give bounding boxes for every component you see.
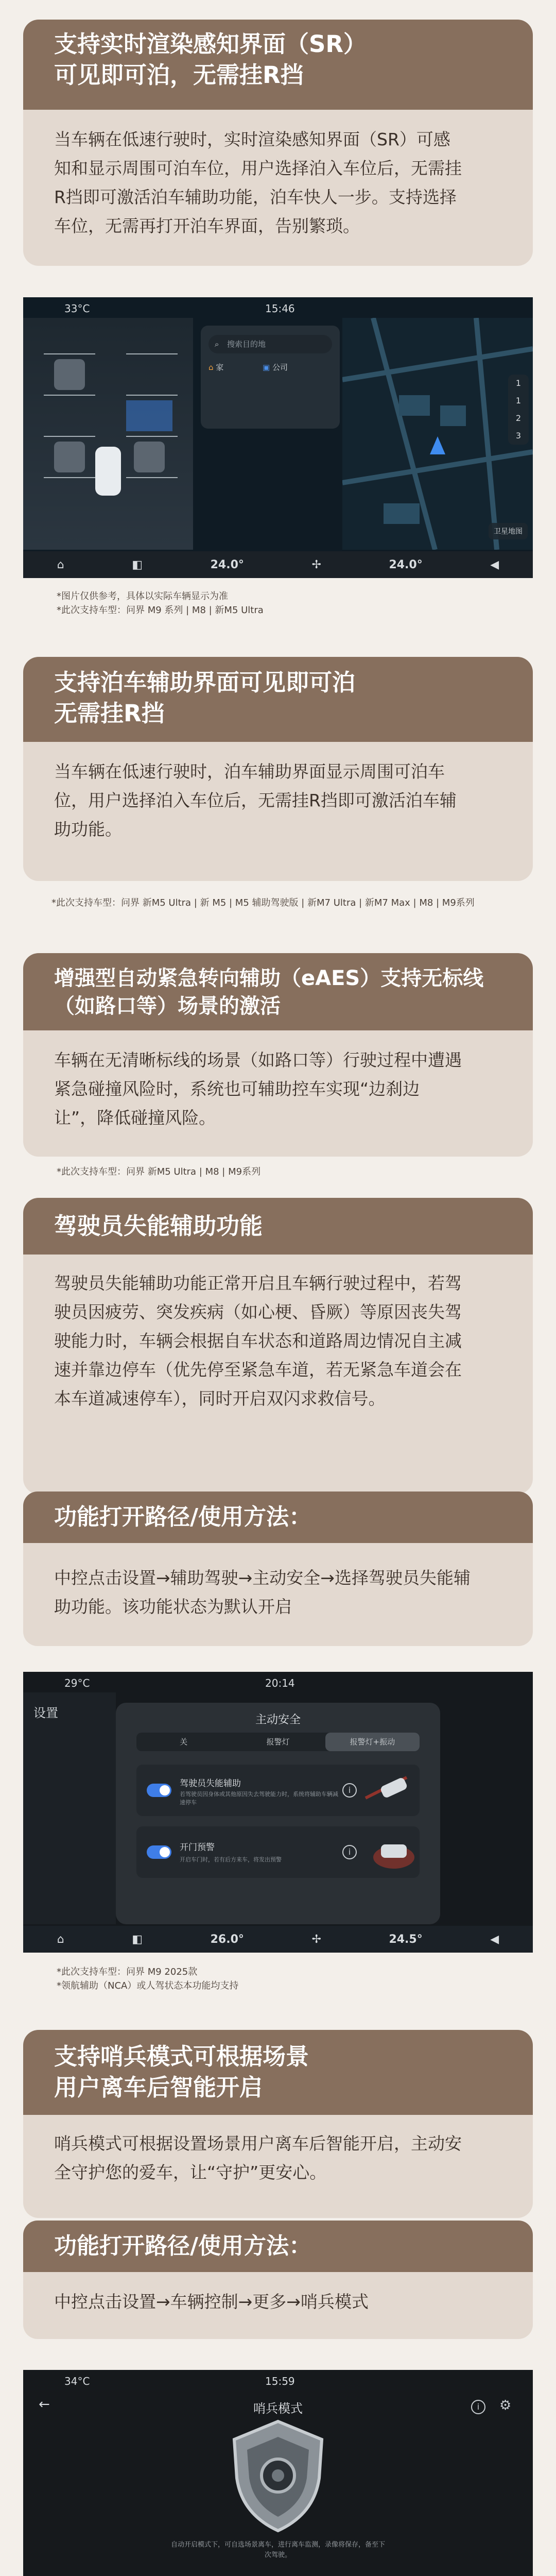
zoom-level[interactable]: 2 xyxy=(515,413,522,423)
parking-scene xyxy=(23,318,193,550)
section4-body-line: 本车道减速停车），同时开启双闪求救信号。 xyxy=(54,1388,386,1409)
section3-header xyxy=(23,953,533,1030)
page-title: 哨兵模式 xyxy=(253,2401,303,2416)
volume-icon[interactable]: ◀ xyxy=(490,1933,499,1946)
section2-header xyxy=(23,657,533,742)
section1-title-line1: 支持实时渲染感知界面（SR） xyxy=(54,30,367,58)
tab-warning-light[interactable]: 报警灯 xyxy=(266,1737,290,1747)
section1-body xyxy=(23,110,533,266)
section4-body-line: 驾驶员失能辅助功能正常开启且车辆行驶过程中，若驾 xyxy=(54,1273,462,1293)
settings-title: 设置 xyxy=(33,1706,58,1720)
section3-body-line: 车辆在无清晰标线的场景（如路口等）行驶过程中遭遇 xyxy=(54,1050,462,1070)
temperature-readout: 29°C xyxy=(64,1677,90,1689)
car-icon[interactable]: ◧ xyxy=(132,1933,143,1946)
search-icon: ⌕ xyxy=(215,340,219,349)
fan-icon[interactable]: ✢ xyxy=(311,1933,321,1946)
clock: 15:59 xyxy=(265,2375,295,2387)
section1-header xyxy=(23,20,533,110)
section5-path-title: 功能打开路径/使用方法： xyxy=(54,2233,312,2259)
section4-body-line: 驶员因疲劳、突发疾病（如心梗、昏厥）等原因丧失驾 xyxy=(54,1302,462,1322)
section4-title: 驾驶员失能辅助功能 xyxy=(54,1212,263,1240)
sentry-screenshot xyxy=(23,2370,533,2576)
door-open-warning-toggle[interactable] xyxy=(147,1845,171,1859)
section4-path-body xyxy=(23,1543,533,1646)
volume-icon[interactable]: ◀ xyxy=(490,558,499,571)
section1-body-line: R挡即可激活泊车辅助功能，泊车快人一步。支持选择 xyxy=(54,187,457,207)
section5-title-line1: 支持哨兵模式可根据场景 xyxy=(54,2043,309,2070)
info-icon[interactable]: i xyxy=(342,1845,357,1859)
zoom-controls xyxy=(508,375,529,445)
car-illustration xyxy=(360,1767,417,1814)
chip-company[interactable] xyxy=(263,362,288,372)
shield-icon xyxy=(227,2416,329,2535)
section1-note: *图片仅供参考，具体以实际车辆显示为准 xyxy=(57,591,228,602)
tab-off[interactable]: 关 xyxy=(180,1737,188,1747)
dock-bar xyxy=(23,1926,533,1953)
section3-title-line2: （如路口等）场景的激活 xyxy=(54,994,281,1018)
section4-note: *此次支持车型：问界 M9 2025款 xyxy=(57,1967,198,1977)
clock: 20:14 xyxy=(265,1677,295,1689)
door-open-warning-row xyxy=(136,1826,420,1878)
driver-incapacity-toggle[interactable] xyxy=(147,1784,171,1797)
sentry-description: 自动开启模式下，可自选场景离车，进行离车监测，录像将保存，备至下次驾驶。 xyxy=(170,2541,385,2559)
clock: 15:46 xyxy=(265,302,295,315)
section3-body xyxy=(23,1030,533,1157)
map-roads xyxy=(342,318,533,550)
zoom-level[interactable]: 1 xyxy=(515,378,522,388)
item2-title: 开门预警 xyxy=(180,1842,215,1853)
section5-path-body xyxy=(23,2272,533,2339)
driver-incapacity-row xyxy=(136,1765,420,1816)
active-safety-screenshot xyxy=(23,1672,533,1953)
item1-desc: 若驾驶员因身体或其他原因失去驾驶能力时，系统将辅助车辆减速停车 xyxy=(180,1791,338,1806)
map-view xyxy=(342,318,533,550)
section1-title-line2: 可见即可泊，无需挂R挡 xyxy=(54,61,304,89)
section5-title-line2: 用户离车后智能开启 xyxy=(54,2074,263,2101)
search-placeholder: 搜索目的地 xyxy=(227,340,266,349)
section5-body-line: 哨兵模式可根据设置场景用户离车后智能开启，主动安 xyxy=(54,2133,462,2154)
car-icon[interactable]: ◧ xyxy=(132,558,143,571)
gear-icon[interactable]: ⚙ xyxy=(499,2398,512,2413)
section4-body-line: 速并靠边停车（优先停至紧急车道，若无紧急车道会在 xyxy=(54,1360,462,1380)
info-icon[interactable]: i xyxy=(342,1783,357,1798)
section5-card xyxy=(23,2030,533,2218)
section5-path-header xyxy=(23,2221,533,2272)
section2-title-line2: 无需挂R挡 xyxy=(54,700,165,727)
tab-light-vibration[interactable]: 报警灯+振动 xyxy=(325,1733,420,1751)
chip-company-label: 公司 xyxy=(272,363,288,372)
info-icon[interactable]: i xyxy=(471,2400,485,2414)
section4-path-title: 功能打开路径/使用方法： xyxy=(54,1504,312,1530)
section1-body-line: 当车辆在低速行驶时，实时渲染感知界面（SR）可感 xyxy=(54,129,450,149)
ego-car xyxy=(95,447,121,496)
status-bar xyxy=(23,1672,533,1692)
fan-icon[interactable]: ✢ xyxy=(311,558,321,571)
section4-path-line: 助功能。该功能状态为默认开启 xyxy=(54,1597,292,1617)
home-icon[interactable]: ⌂ xyxy=(57,1933,64,1946)
settings-sidebar xyxy=(23,1692,116,1924)
section3-title-line1: 增强型自动紧急转向辅助（eAES）支持无标线 xyxy=(54,967,484,990)
section2-body-line: 当车辆在低速行驶时，泊车辅助界面显示周围可泊车 xyxy=(54,761,445,782)
section2-body xyxy=(23,742,533,881)
temperature-readout: 34°C xyxy=(64,2375,90,2387)
section5-body-line: 全守护您的爱车，让“守护”更安心。 xyxy=(54,2162,327,2182)
item1-title: 驾驶员失能辅助 xyxy=(180,1778,241,1789)
zoom-level[interactable]: 3 xyxy=(515,431,522,440)
home-icon[interactable]: ⌂ xyxy=(57,558,64,571)
briefcase-icon: ▣ xyxy=(263,363,272,372)
sr-screenshot xyxy=(23,297,533,578)
section3-body-line: 紧急碰撞风险时，系统也可辅助控车实现“边刹边 xyxy=(54,1079,420,1099)
section1-note: *此次支持车型：问界 M9 系列 | M8 | 新M5 Ultra xyxy=(57,605,264,616)
car-illustration xyxy=(360,1829,417,1875)
section1-body-line: 车位，无需再打开泊车界面，告别繁琐。 xyxy=(54,216,360,236)
section4-card xyxy=(23,1198,533,1494)
chip-home-label: 家 xyxy=(216,363,224,372)
section2-card xyxy=(23,657,533,881)
selectable-spot[interactable] xyxy=(126,400,172,431)
mode-tabs xyxy=(136,1733,420,1751)
section4-path-header xyxy=(23,1492,533,1543)
section2-title-line1: 支持泊车辅助界面可见即可泊 xyxy=(54,669,356,696)
home-icon: ⌂ xyxy=(208,363,216,372)
section2-body-line: 位，用户选择泊入车位后，无需挂R挡即可激活泊车辅 xyxy=(54,790,457,810)
vehicle-position-icon xyxy=(430,436,445,454)
search-input[interactable] xyxy=(208,335,332,353)
back-icon[interactable]: ← xyxy=(39,2397,50,2412)
section5-header xyxy=(23,2030,533,2115)
temp-left[interactable]: 26.0° xyxy=(210,1933,244,1946)
section4-note: *领航辅助（NCA）或人驾状态本功能均支持 xyxy=(57,1980,239,1991)
item2-desc: 开启车门时，若有后方来车，将发出预警 xyxy=(180,1856,282,1863)
settings-dialog xyxy=(116,1703,440,1924)
dialog-title: 主动安全 xyxy=(255,1714,301,1726)
chip-home[interactable] xyxy=(208,362,223,372)
status-bar xyxy=(23,297,533,318)
section4-path-line: 中控点击设置→辅助驾驶→主动安全→选择驾驶员失能辅 xyxy=(54,1568,471,1588)
temp-right[interactable]: 24.5° xyxy=(389,1933,423,1946)
satellite-button[interactable]: 卫星地图 xyxy=(489,523,528,539)
section4-body-line: 驶能力时，车辆会根据自车状态和道路周边情况自主减 xyxy=(54,1331,462,1351)
parking-lines xyxy=(23,318,193,550)
section3-note: *此次支持车型：问界 新M5 Ultra | M8 | M9系列 xyxy=(57,1166,261,1177)
section5-path-line: 中控点击设置→车辆控制→更多→哨兵模式 xyxy=(54,2292,369,2312)
section5-body xyxy=(23,2115,533,2218)
status-bar xyxy=(23,2370,533,2391)
section3-body-line: 让”，降低碰撞风险。 xyxy=(54,1108,216,1128)
section4-body xyxy=(23,1255,533,1494)
temp-left[interactable]: 24.0° xyxy=(210,558,244,571)
section4-header xyxy=(23,1198,533,1255)
section3-card xyxy=(23,953,533,1157)
search-panel xyxy=(201,326,340,429)
section2-body-line: 助功能。 xyxy=(54,819,122,839)
dock-bar xyxy=(23,551,533,578)
temperature-readout: 33°C xyxy=(64,302,90,315)
temp-right[interactable]: 24.0° xyxy=(389,558,423,571)
section1-body-line: 知和显示周围可泊车位，用户选择泊入车位后，无需挂 xyxy=(54,158,462,178)
section1-card xyxy=(23,20,533,266)
section2-note: *此次支持车型：问界 新M5 Ultra | 新 M5 | M5 辅助驾驶版 | 新M7 Ultra | 新M7 Max | M8 | M9系列 xyxy=(51,897,475,908)
zoom-level[interactable]: 1 xyxy=(515,396,522,405)
